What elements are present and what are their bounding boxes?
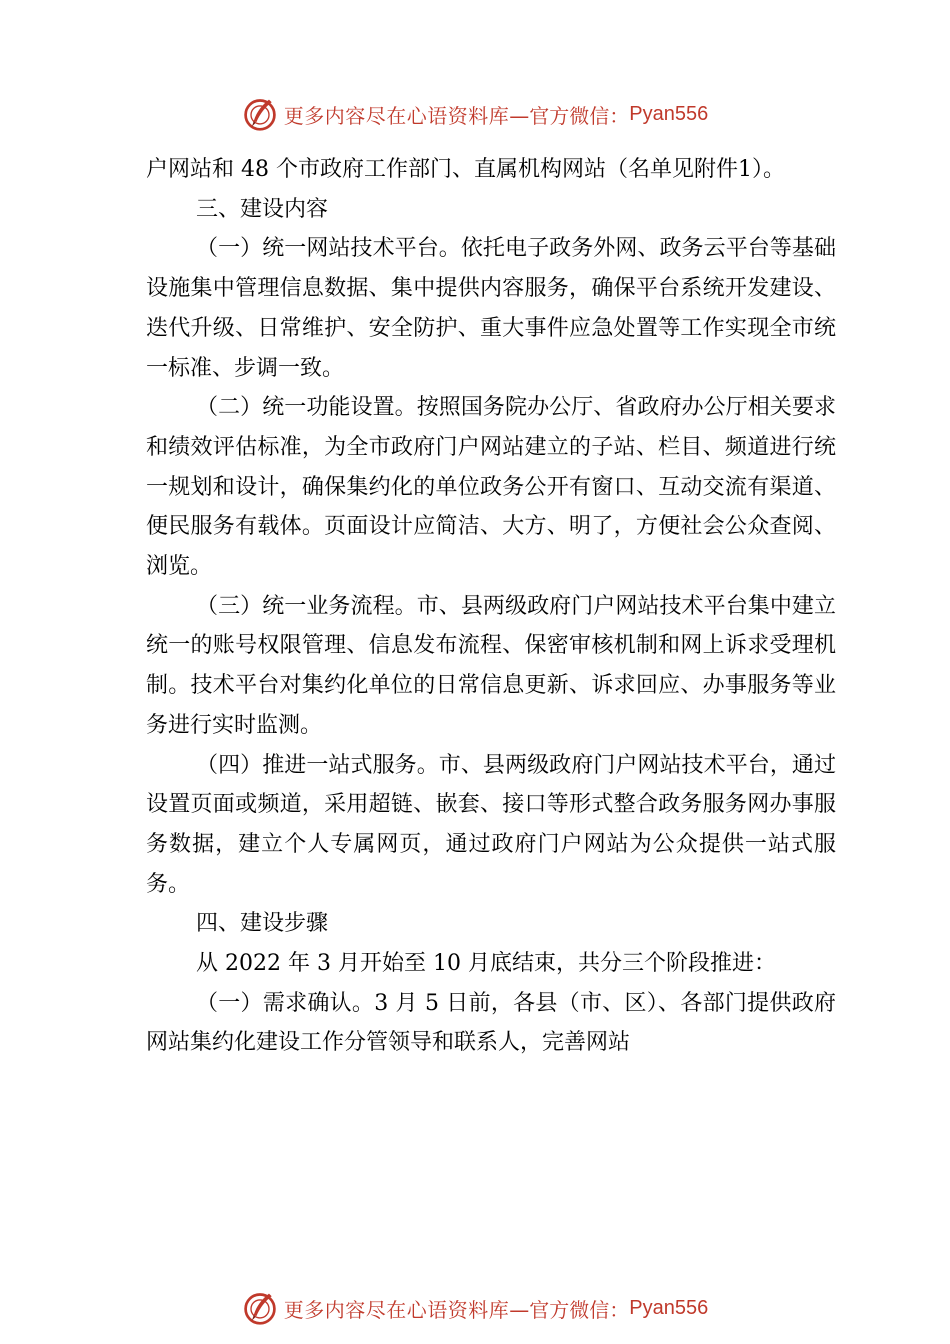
paragraph-step-1: （一）需求确认。3 月 5 日前，各县（市、区）、各部门提供政府网站集约化建设工作分管领导和联系人，完善网站: [146, 990, 836, 1056]
section-heading-3: 三、建设内容: [196, 196, 329, 222]
watermark-footer: [0, 1288, 950, 1328]
paragraph-schedule: 从 2022 年 3 月开始至 10 月底结束，共分三个阶段推进：: [196, 951, 776, 977]
paragraph-item-3: （三）统一业务流程。市、县两级政府门户网站技术平台集中建立统一的账号权限管理、信息发布流程、保密审核机制和网上诉求受理机制。技术平台对集约化单位的日常信息更新、诉求回应、办事服务等业务进行实时监测。: [146, 593, 836, 738]
paragraph-item-2: （二）统一功能设置。按照国务院办公厅、省政府办公厅相关要求和绩效评估标准，为全市政府门户网站建立的子站、栏目、频道进行统一规划和设计，确保集约化的单位政务公开有窗口、互动交流有渠道、便民服务有载体。页面设计应简洁、大方、明了，方便社会公众查阅、浏览。: [146, 395, 836, 580]
paragraph-continuation: 户网站和 48 个市政府工作部门、直属机构网站（名单见附件1）。: [146, 157, 785, 182]
section-heading-4: 四、建设步骤: [196, 911, 329, 937]
watermark-title: 更多内容尽在心语资料库: [283, 103, 510, 128]
paragraph-item-1: （一）统一网站技术平台。依托电子政务外网、政务云平台等基础设施集中管理信息数据、集中提供内容服务，确保平台系统开发建设、迭代升级、日常维护、安全防护、重大事件应急处置等工作实现全市统一标准、步调一致。: [146, 236, 836, 381]
watermark-separator: —官方微信：: [509, 103, 630, 128]
quill-seal-icon: [242, 1290, 278, 1326]
document-body: [146, 150, 836, 1063]
watermark-handle: Pyan556: [629, 1296, 709, 1319]
watermark-title: 更多内容尽在心语资料库: [283, 1297, 510, 1322]
watermark-header: [0, 94, 950, 134]
paragraph-item-4: （四）推进一站式服务。市、县两级政府门户网站技术平台，通过设置页面或频道，采用超链、嵌套、接口等形式整合政务服务网办事服务数据，建立个人专属网页，通过政府门户网站为公众提供一站式服务。: [146, 752, 836, 897]
watermark-separator: —官方微信：: [509, 1297, 630, 1322]
quill-seal-icon: [242, 96, 278, 132]
watermark-handle: Pyan556: [629, 102, 709, 125]
